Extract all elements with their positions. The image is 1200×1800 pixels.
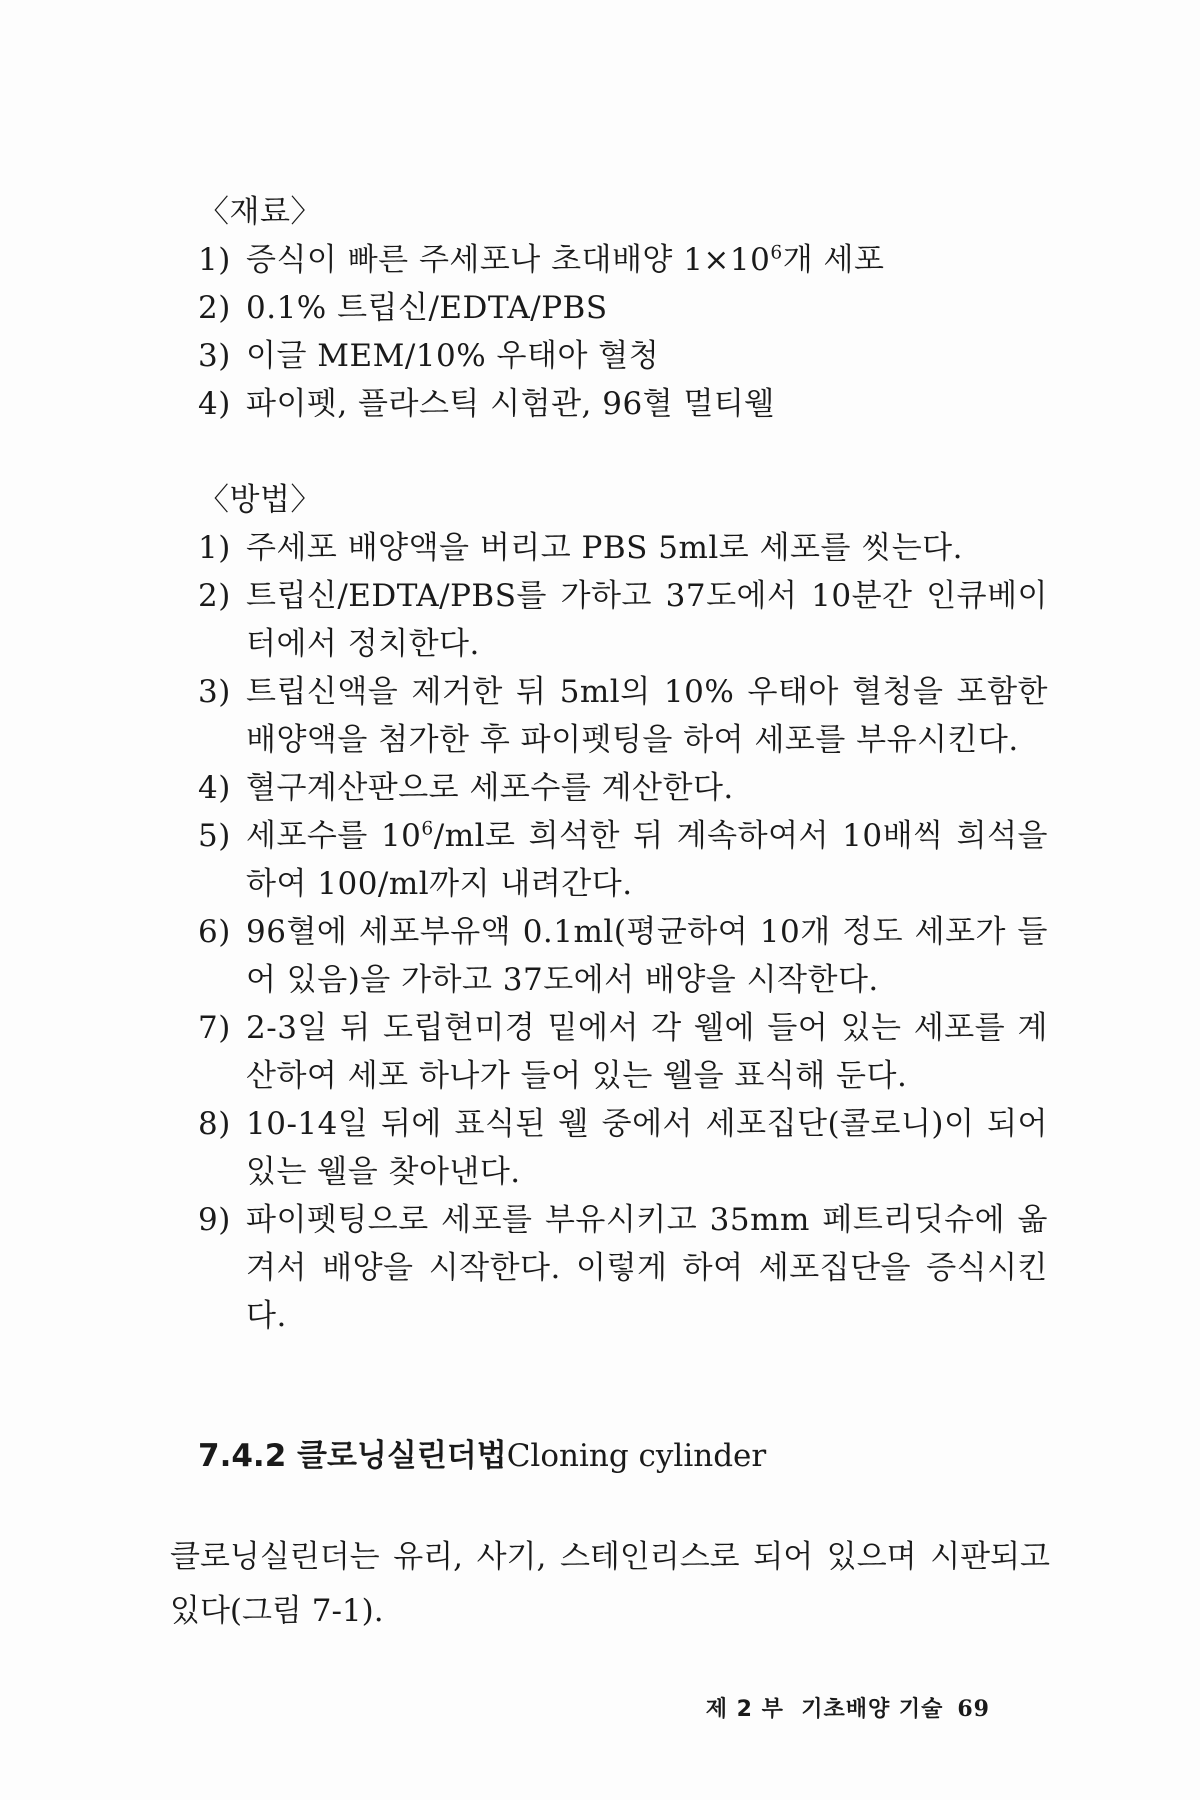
list-item bbox=[198, 524, 1048, 572]
section-english-title: Cloning cylinder bbox=[506, 1438, 767, 1474]
list-item bbox=[198, 572, 1048, 668]
item-number: 8) bbox=[198, 1106, 231, 1142]
item-number: 1) bbox=[198, 530, 231, 566]
materials-section bbox=[198, 188, 1048, 428]
item-number: 5) bbox=[198, 818, 231, 854]
list-item bbox=[198, 1004, 1048, 1100]
list-item bbox=[198, 284, 1048, 332]
item-text: 10-14일 뒤에 표식된 웰 중에서 세포집단(콜로니)이 되어 있는 웰을 찾아낸다. bbox=[246, 1106, 1048, 1190]
list-item bbox=[198, 1196, 1048, 1340]
materials-heading: 〈재료〉 bbox=[198, 194, 322, 230]
list-item bbox=[198, 332, 1048, 380]
list-item bbox=[198, 668, 1048, 764]
section-number-title: 7.4.2 클로닝실린더법 bbox=[198, 1438, 507, 1474]
item-number: 4) bbox=[198, 386, 231, 422]
list-item bbox=[198, 236, 1048, 284]
list-item bbox=[198, 908, 1048, 1004]
list-item bbox=[198, 380, 1048, 428]
item-text: 트립신액을 제거한 뒤 5ml의 10% 우태아 혈청을 포함한 배양액을 첨가한 후 파이펫팅을 하여 세포를 부유시킨다. bbox=[246, 674, 1048, 758]
body-paragraph: 클로닝실린더는 유리, 사기, 스테인리스로 되어 있으며 시판되고 있다(그림 7-1). bbox=[170, 1539, 1050, 1629]
list-item bbox=[198, 1100, 1048, 1196]
item-number: 9) bbox=[198, 1202, 231, 1238]
item-number: 3) bbox=[198, 674, 231, 710]
item-text: 파이펫팅으로 세포를 부유시키고 35mm 페트리딧슈에 옮겨서 배양을 시작한다. 이렇게 하여 세포집단을 증식시킨다. bbox=[246, 1202, 1048, 1334]
superscript: 6 bbox=[421, 818, 434, 840]
item-text: 2-3일 뒤 도립현미경 밑에서 각 웰에 들어 있는 세포를 계산하여 세포 하나가 들어 있는 웰을 표식해 둔다. bbox=[246, 1010, 1048, 1094]
superscript: 6 bbox=[770, 242, 783, 264]
item-text: 증식이 빠른 주세포나 초대배양 $1\times 10^6$개 세포 bbox=[246, 242, 885, 278]
list-item bbox=[198, 812, 1048, 908]
footer-part-title: 제 2 부 기초배양 기술 bbox=[705, 1697, 944, 1722]
main-content bbox=[198, 188, 1048, 1480]
item-number: 4) bbox=[198, 770, 231, 806]
item-text: 0.1% 트립신/EDTA/PBS bbox=[246, 290, 608, 326]
item-number: 2) bbox=[198, 578, 231, 614]
list-item bbox=[198, 764, 1048, 812]
item-number: 1) bbox=[198, 242, 231, 278]
method-heading: 〈방법〉 bbox=[198, 482, 322, 518]
item-number: 3) bbox=[198, 338, 231, 374]
section-title bbox=[198, 1432, 1048, 1480]
page-footer bbox=[706, 1692, 990, 1723]
item-text: 96혈에 세포부유액 0.1ml(평균하여 10개 정도 세포가 들어 있음)을 가하고 37도에서 배양을 시작한다. bbox=[246, 914, 1048, 998]
page-number: 69 bbox=[957, 1696, 990, 1722]
item-number: 2) bbox=[198, 290, 231, 326]
item-text: 파이펫, 플라스틱 시험관, 96혈 멀티웰 bbox=[246, 386, 775, 422]
materials-list bbox=[198, 236, 1048, 428]
item-number: 7) bbox=[198, 1010, 231, 1046]
item-number: 6) bbox=[198, 914, 231, 950]
item-text: 이글 MEM/10% 우태아 혈청 bbox=[246, 338, 660, 374]
method-section bbox=[198, 476, 1048, 1340]
item-text: 주세포 배양액을 버리고 PBS 5ml로 세포를 씻는다. bbox=[246, 530, 963, 566]
item-text: 세포수를 $10^6/ml$로 희석한 뒤 계속하여서 10배씩 희석을 하여 100/ml까지 내려간다. bbox=[246, 818, 1048, 902]
item-text: 트립신/EDTA/PBS를 가하고 37도에서 10분간 인큐베이터에서 정치한다. bbox=[246, 578, 1048, 662]
item-text: 혈구계산판으로 세포수를 계산한다. bbox=[246, 770, 734, 806]
method-list bbox=[198, 524, 1048, 1340]
